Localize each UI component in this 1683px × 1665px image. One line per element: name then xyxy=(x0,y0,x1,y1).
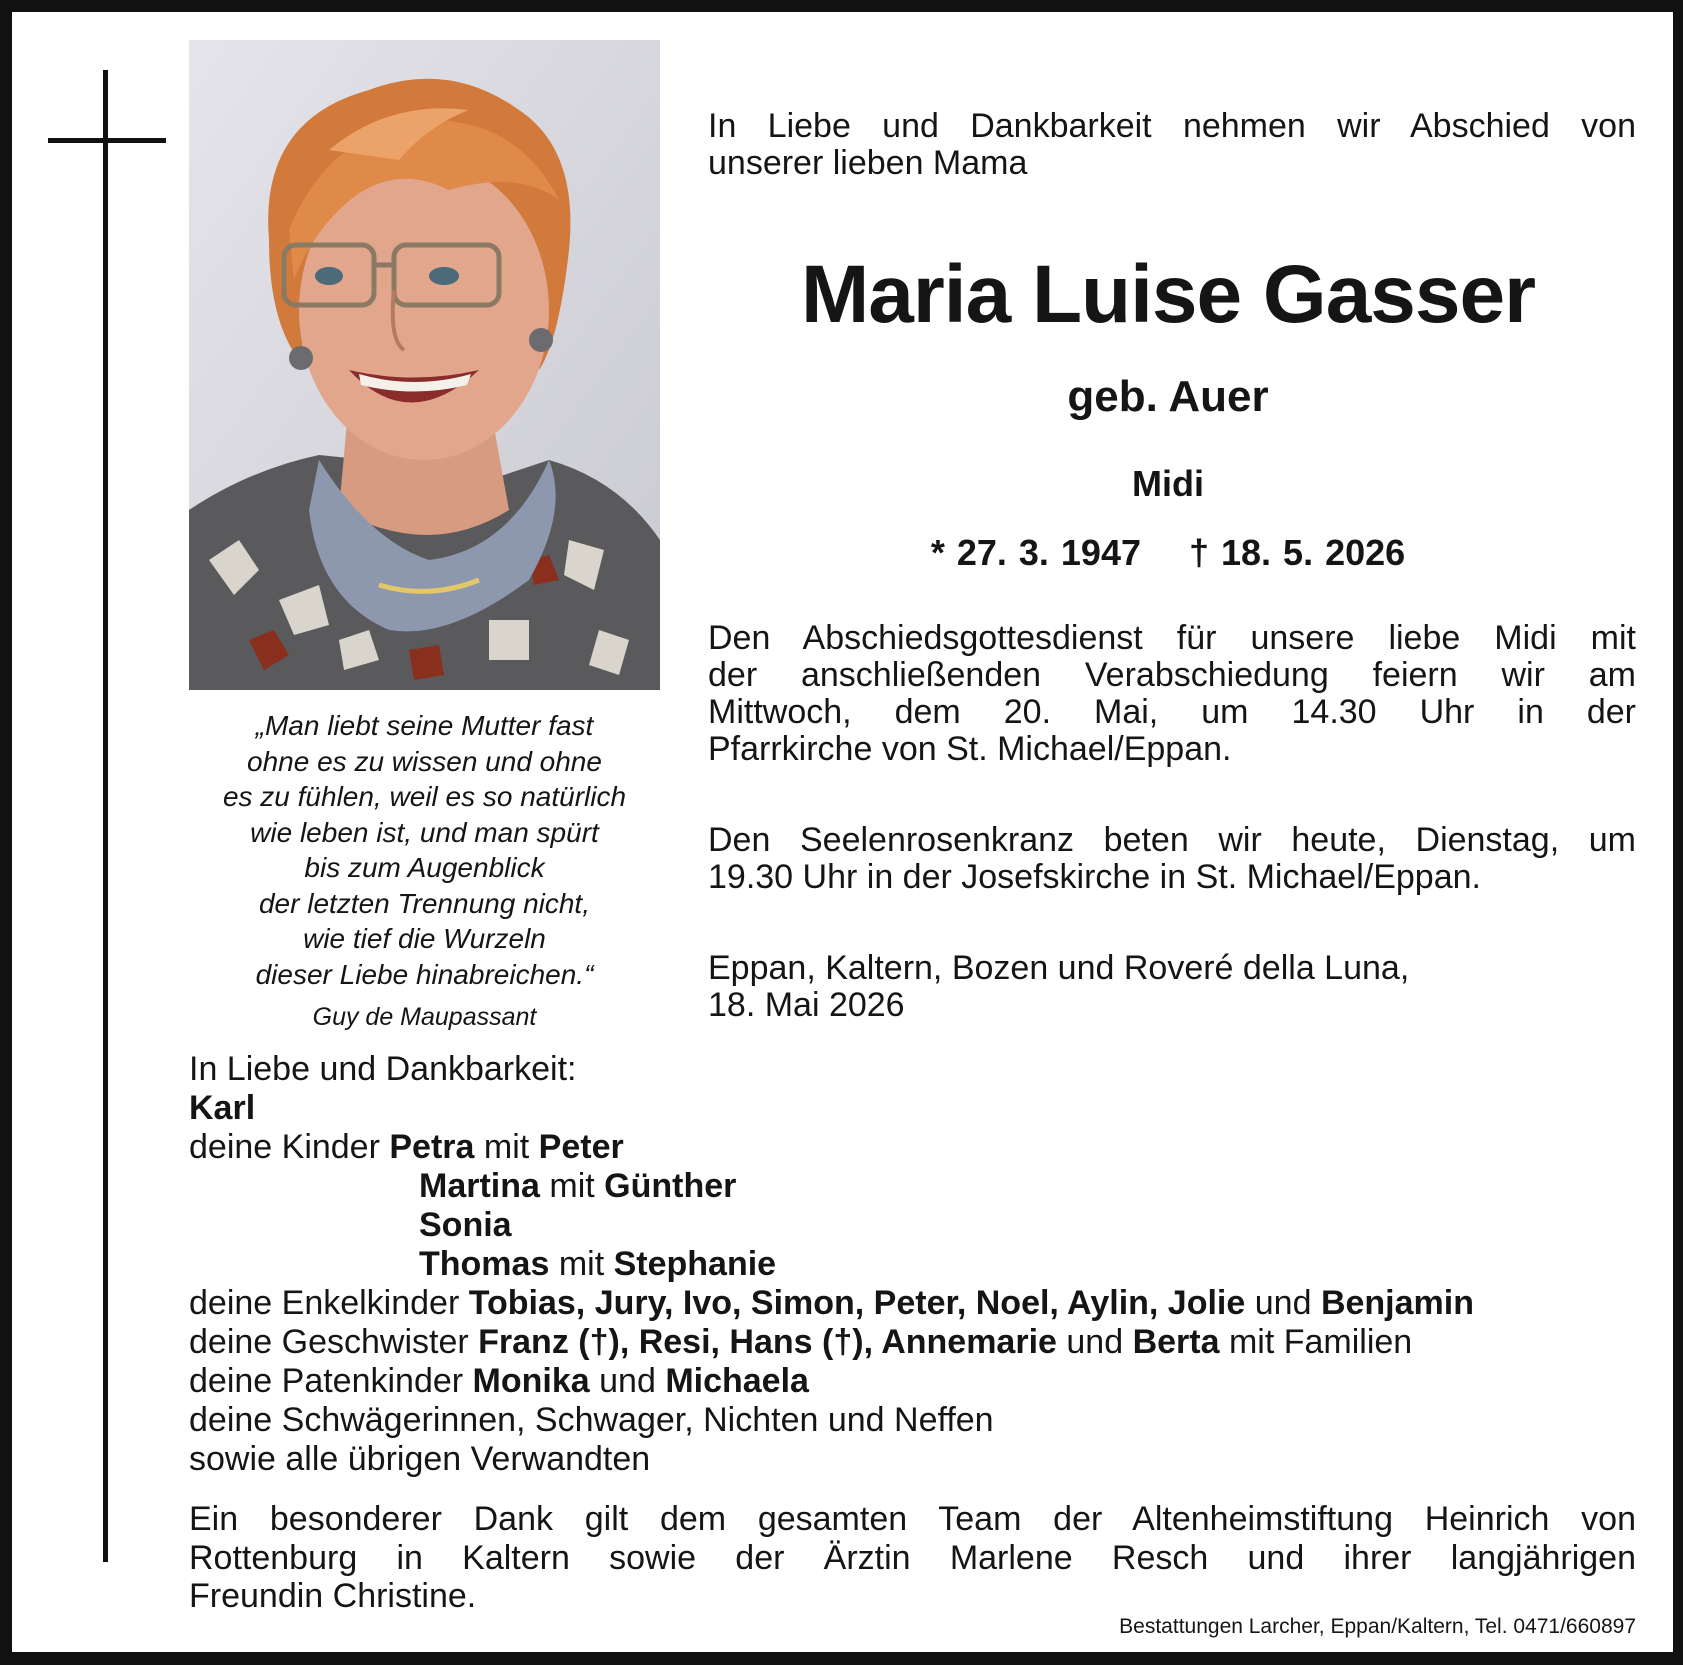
with-word: mit xyxy=(483,1128,530,1166)
godchildren-label: deine Patenkinder xyxy=(189,1362,464,1400)
quote xyxy=(189,708,660,992)
with-word: mit xyxy=(558,1245,605,1283)
funeral-home-footer: Bestattungen Larcher, Eppan/Kaltern, Tel. 0471/660897 xyxy=(1119,1615,1636,1638)
children-row xyxy=(189,1206,1636,1245)
quote-line: dieser Liebe hinabreichen.“ xyxy=(255,958,594,990)
child-partner: Günther xyxy=(604,1167,737,1205)
child-name: Sonia xyxy=(419,1206,512,1244)
family-heading: In Liebe und Dankbarkeit: xyxy=(189,1050,577,1088)
intro-text xyxy=(708,108,1636,182)
grandchild-last: Benjamin xyxy=(1320,1284,1474,1322)
child-name: Petra xyxy=(389,1128,475,1166)
quote-line: bis zum Augenblick xyxy=(304,852,545,883)
with-word: mit xyxy=(549,1167,595,1205)
service-line: Mittwoch, dem 20. Mai, um 14.30 Uhr in der xyxy=(708,693,1636,731)
rosary-line: 19.30 Uhr in der Josefskirche in St. Michael/Eppan. xyxy=(708,858,1481,896)
quote-line: „Man liebt seine Mutter fast xyxy=(255,710,594,741)
child-partner: Peter xyxy=(538,1128,624,1166)
thanks-line: Freundin Christine. xyxy=(189,1577,477,1615)
intro-line: unserer lieben Mama xyxy=(708,144,1028,182)
grandchildren-label: deine Enkelkinder xyxy=(189,1284,460,1322)
grandchildren-row xyxy=(189,1284,1636,1323)
service-line: Den Abschiedsgottesdienst für unsere liebe Midi mit xyxy=(708,619,1636,657)
child-partner: Stephanie xyxy=(613,1245,777,1283)
child-name: Martina xyxy=(419,1167,540,1205)
quote-line: wie tief die Wurzeln xyxy=(303,923,546,954)
siblings-label: deine Geschwister xyxy=(189,1323,469,1361)
thanks-line: Ein besonderer Dank gilt dem gesamten Team der Altenheimstiftung Heinrich von xyxy=(189,1500,1636,1538)
deceased-name: Maria Luise Gasser xyxy=(800,249,1536,340)
rosary-text xyxy=(708,822,1636,896)
godchild-name: Monika xyxy=(472,1362,590,1400)
quote-author: Guy de Maupassant xyxy=(312,1003,537,1031)
service-line: der anschließenden Verabschiedung feiern wir am xyxy=(708,656,1636,694)
quote-line: es zu fühlen, weil es so natürlich xyxy=(222,781,627,812)
cross-icon-bar xyxy=(48,138,166,143)
children-row xyxy=(189,1128,1636,1167)
godchildren-row xyxy=(189,1362,1636,1401)
portrait-photo xyxy=(189,40,660,690)
inlaws-row: deine Schwägerinnen, Schwager, Nichten und Neffen xyxy=(189,1401,994,1439)
sibling-last: Berta xyxy=(1132,1323,1220,1361)
siblings-suffix: mit Familien xyxy=(1228,1323,1413,1361)
service-line: Pfarrkirche von St. Michael/Eppan. xyxy=(708,730,1232,768)
quote-line: ohne es zu wissen und ohne xyxy=(247,745,602,777)
quote-line: der letzten Trennung nicht, xyxy=(258,887,590,919)
place-date xyxy=(708,950,1636,1024)
siblings-row xyxy=(189,1323,1636,1362)
date-line: 18. Mai 2026 xyxy=(708,986,905,1024)
godchild-name: Michaela xyxy=(665,1362,809,1400)
and-word: und xyxy=(1254,1284,1312,1322)
thanks-text xyxy=(189,1500,1636,1616)
life-dates xyxy=(700,532,1636,574)
birth-name: geb. Auer xyxy=(1067,372,1269,421)
relatives-row: sowie alle übrigen Verwandten xyxy=(189,1440,651,1478)
cross-icon xyxy=(103,70,108,1562)
spouse-name: Karl xyxy=(189,1089,256,1127)
nickname: Midi xyxy=(1132,463,1204,504)
and-word: und xyxy=(599,1362,656,1400)
place-line: Eppan, Kaltern, Bozen und Roveré della Luna, xyxy=(708,949,1410,987)
children-row xyxy=(189,1167,1636,1206)
child-name: Thomas xyxy=(419,1245,550,1283)
intro-line: In Liebe und Dankbarkeit nehmen wir Abschied von xyxy=(708,107,1636,145)
death-date: † 18. 5. 2026 xyxy=(1188,532,1406,573)
quote-line: wie leben ist, und man spürt xyxy=(250,816,599,848)
siblings-names: Franz (†), Resi, Hans (†), Annemarie xyxy=(478,1323,1057,1361)
family-list xyxy=(189,1050,1636,1479)
grandchildren-names: Tobias, Jury, Ivo, Simon, Peter, Noel, Aylin, Jolie xyxy=(468,1284,1246,1322)
and-word: und xyxy=(1066,1323,1124,1361)
birth-date: * 27. 3. 1947 xyxy=(930,532,1141,573)
rosary-line: Den Seelenrosenkranz beten wir heute, Dienstag, um xyxy=(708,821,1636,859)
thanks-line: Rottenburg in Kaltern sowie der Ärztin Marlene Resch und ihrer langjährigen xyxy=(189,1538,1636,1577)
children-row xyxy=(189,1245,1636,1284)
service-text xyxy=(708,620,1636,768)
children-label: deine Kinder xyxy=(189,1128,380,1166)
